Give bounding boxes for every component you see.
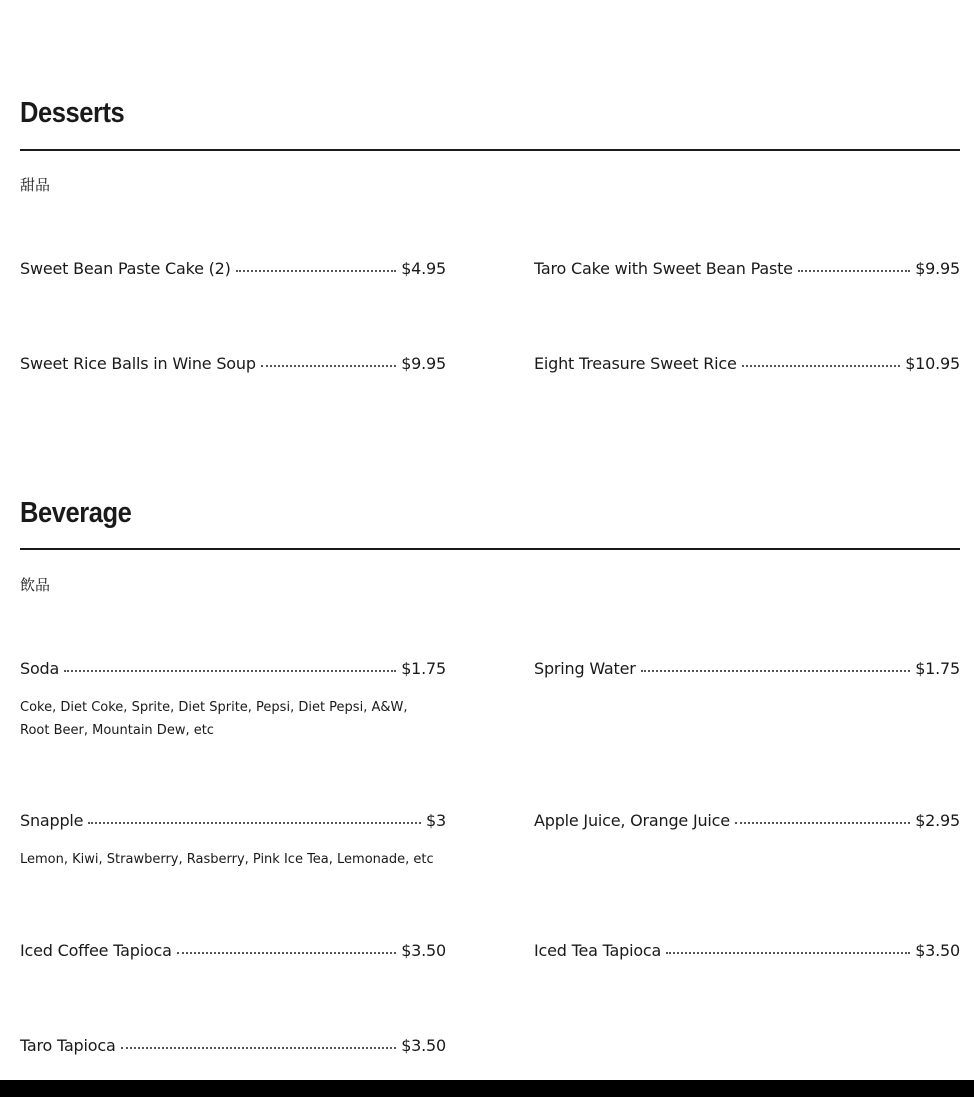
menu-item bbox=[20, 259, 446, 278]
dot-leader bbox=[798, 269, 910, 272]
item-name: Iced Tea Tapioca bbox=[534, 941, 662, 960]
item-name: Soda bbox=[20, 659, 60, 678]
item-name: Apple Juice, Orange Juice bbox=[534, 811, 730, 830]
menu-item bbox=[534, 354, 960, 373]
section-title-beverage: Beverage bbox=[20, 497, 132, 529]
menu-item bbox=[20, 659, 446, 678]
dot-leader bbox=[64, 669, 396, 672]
item-price: $3.50 bbox=[401, 1036, 446, 1055]
item-name: Snapple bbox=[20, 811, 84, 830]
dot-leader bbox=[88, 821, 421, 824]
dot-leader bbox=[666, 951, 910, 954]
menu-item bbox=[534, 259, 960, 278]
item-price: $9.95 bbox=[401, 354, 446, 373]
dot-leader bbox=[177, 951, 396, 954]
menu-item bbox=[534, 811, 960, 830]
item-price: $3 bbox=[426, 811, 446, 830]
menu-item bbox=[20, 811, 446, 830]
section-title-desserts: Desserts bbox=[20, 97, 125, 129]
item-name: Sweet Rice Balls in Wine Soup bbox=[20, 354, 256, 373]
dot-leader bbox=[261, 364, 396, 367]
menu-item bbox=[20, 354, 446, 373]
item-description: Lemon, Kiwi, Strawberry, Rasberry, Pink Ice Tea, Lemonade, etc bbox=[20, 852, 434, 867]
item-price: $1.75 bbox=[915, 659, 960, 678]
dot-leader bbox=[641, 669, 911, 672]
item-description: Coke, Diet Coke, Sprite, Diet Sprite, Pepsi, Diet Pepsi, A&W, Root Beer, Mountain Dew, etc bbox=[20, 700, 408, 738]
section-subtitle-desserts: 甜品 bbox=[20, 176, 51, 194]
section-divider bbox=[20, 548, 960, 550]
item-name: Iced Coffee Tapioca bbox=[20, 941, 172, 960]
item-price: $4.95 bbox=[401, 259, 446, 278]
menu-item bbox=[20, 941, 446, 960]
item-price: $1.75 bbox=[401, 659, 446, 678]
item-name: Taro Cake with Sweet Bean Paste bbox=[534, 259, 793, 278]
item-name: Eight Treasure Sweet Rice bbox=[534, 354, 737, 373]
item-price: $9.95 bbox=[915, 259, 960, 278]
menu-item bbox=[20, 1036, 446, 1055]
item-price: $3.50 bbox=[401, 941, 446, 960]
footer-bar bbox=[0, 1080, 974, 1097]
item-name: Taro Tapioca bbox=[20, 1036, 116, 1055]
dot-leader bbox=[742, 364, 901, 367]
item-name: Sweet Bean Paste Cake (2) bbox=[20, 259, 231, 278]
item-price: $3.50 bbox=[915, 941, 960, 960]
item-price: $10.95 bbox=[905, 354, 960, 373]
dot-leader bbox=[735, 821, 910, 824]
item-name: Spring Water bbox=[534, 659, 636, 678]
dot-leader bbox=[236, 269, 397, 272]
section-subtitle-beverage: 飲品 bbox=[20, 576, 51, 594]
section-divider bbox=[20, 149, 960, 151]
menu-item bbox=[534, 941, 960, 960]
menu-item bbox=[534, 659, 960, 678]
dot-leader bbox=[121, 1046, 397, 1049]
item-price: $2.95 bbox=[915, 811, 960, 830]
